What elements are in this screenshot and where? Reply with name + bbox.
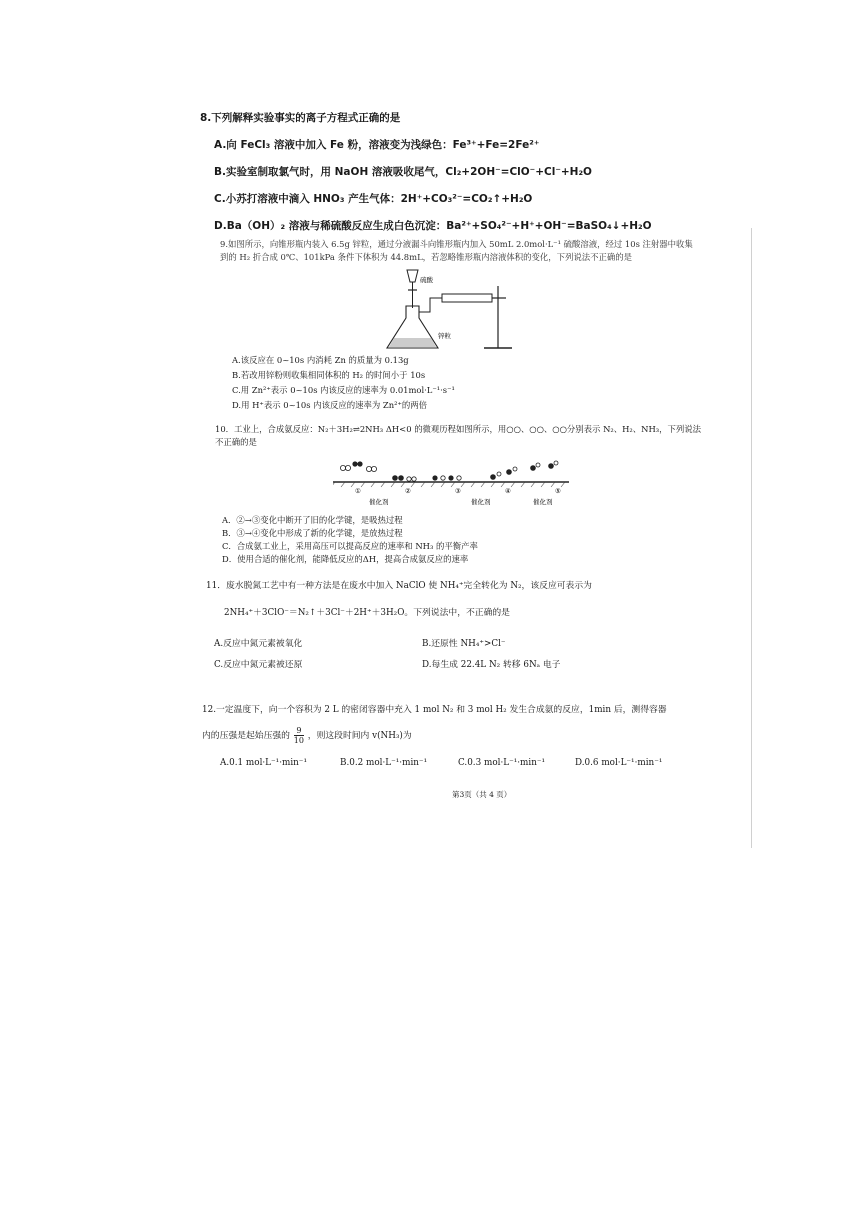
stage-label-5: ⑤ <box>555 487 561 495</box>
fraction-numerator: 9 <box>294 726 304 736</box>
question-9-option-d: D.用 H⁺表示 0~10s 内该反应的速率为 Zn²⁺的两倍 <box>232 400 427 410</box>
question-10-option-d: D．使用合适的催化剂，能降低反应的ΔH，提高合成氨反应的速率 <box>222 554 469 564</box>
question-12 <box>202 702 732 768</box>
question-12-line2: 内的压强是起始压强的 $\frac{9}{10}$ ，则这段时间内 v(NH₃)为 <box>202 726 412 745</box>
question-8 <box>200 110 652 245</box>
question-8-option-b: B.实验室制取氯气时，用 NaOH 溶液吸收尾气，Cl₂+2OH⁻=ClO⁻+Cl⁻+H₂O <box>214 166 592 178</box>
question-12-option-b: B.0.2 mol·L⁻¹·min⁻¹ <box>340 758 428 768</box>
page-footer: 第3页（共 4 页） <box>452 790 512 799</box>
catalyst-label-1: 催化剂 <box>369 498 389 506</box>
question-10-options <box>222 514 478 566</box>
stage-label-4: ④ <box>505 487 511 495</box>
question-11-option-d: D.每生成 22.4L N₂ 转移 6Nₐ 电子 <box>422 660 561 670</box>
question-11-option-c: C.反应中氮元素被还原 <box>214 660 303 670</box>
stage-label-1: ① <box>355 487 361 495</box>
stage-label-3: ③ <box>455 487 461 495</box>
question-8-option-d: D.Ba（OH）₂ 溶液与稀硫酸反应生成白色沉淀：Ba²⁺+SO₄²⁻+H⁺+OH⁻=BaSO₄↓+H₂O <box>214 220 652 232</box>
ammonia-synthesis-diagram <box>333 460 573 508</box>
question-11 <box>206 578 592 670</box>
question-9-option-b: B.若改用锌粉则收集相同体积的 H₂ 的时间小于 10s <box>232 370 426 380</box>
catalyst-label-3: 催化剂 <box>533 498 553 506</box>
question-11-equation: 2NH₄⁺＋3ClO⁻＝N₂↑＋3Cl⁻＋2H⁺＋3H₂O。下列说法中，不正确的是 <box>224 608 510 618</box>
question-8-stem: 8.下列解释实验事实的离子方程式正确的是 <box>200 112 401 124</box>
stage-label-2: ② <box>405 487 411 495</box>
label-zinc: 锌粒 <box>438 332 451 340</box>
question-11-stem: 11．废水脱氮工艺中有一种方法是在废水中加入 NaClO 使 NH₄⁺完全转化为 N₂，该反应可表示为 <box>206 581 592 591</box>
question-11-option-b: B.还原性 NH₄⁺>Cl⁻ <box>422 639 506 649</box>
question-8-option-a: A.向 FeCl₃ 溶液中加入 Fe 粉，溶液变为浅绿色：Fe³⁺+Fe=2Fe²⁺ <box>214 139 540 151</box>
question-9-stem: 9.如图所示，向锥形瓶内装入 6.5g 锌粒，通过分液漏斗向锥形瓶内加入 50mL 2.0mol·L⁻¹ 硫酸溶液，经过 10s 注射器中收集到的 H₂ 折合成 0℃、101kPa 条件下体积为 44.8mL，若忽略锥形瓶内溶液体积的变化，下列说法不正确的是 <box>220 239 693 262</box>
question-10-option-b: B．③→④变化中形成了新的化学键，是放热过程 <box>222 528 403 538</box>
catalyst-label-2: 催化剂 <box>471 498 491 506</box>
question-8-option-c: C.小苏打溶液中滴入 HNO₃ 产生气体：2H⁺+CO₃²⁻=CO₂↑+H₂O <box>214 193 533 205</box>
question-12-option-c: C.0.3 mol·L⁻¹·min⁻¹ <box>458 758 546 768</box>
question-10-option-c: C．合成氨工业上，采用高压可以提高反应的速率和 NH₃ 的平衡产率 <box>222 541 478 551</box>
question-12-option-d: D.0.6 mol·L⁻¹·min⁻¹ <box>575 758 663 768</box>
pressure-ratio-fraction <box>294 726 304 745</box>
flask-syringe-apparatus <box>380 268 520 354</box>
scan-edge-line <box>751 228 752 848</box>
question-10-option-a: A．②→③变化中断开了旧的化学键，是吸热过程 <box>222 515 403 525</box>
fraction-denominator: 10 <box>293 736 304 745</box>
question-11-option-a: A.反应中氮元素被氧化 <box>214 639 303 649</box>
question-12-option-a: A.0.1 mol·L⁻¹·min⁻¹ <box>220 758 307 768</box>
question-9-option-a: A.该反应在 0~10s 内消耗 Zn 的质量为 0.13g <box>232 355 409 365</box>
question-9-option-c: C.用 Zn²⁺表示 0~10s 内该反应的速率为 0.01mol·L⁻¹·s⁻¹ <box>232 385 455 395</box>
question-9-options <box>232 354 455 414</box>
question-10-stem: 10．工业上，合成氨反应：N₂＋3H₂⇌2NH₃ ΔH<0 的微观历程如图所示，用○○、○○、○○分别表示 N₂、H₂、NH₃，下列说法不正确的是 <box>215 424 702 447</box>
label-sulfuric-acid: 硫酸 <box>420 276 433 284</box>
question-12-stem: 12.一定温度下，向一个容积为 2 L 的密闭容器中充入 1 mol N₂ 和 3 mol H₂ 发生合成氨的反应，1min 后，测得容器 <box>202 705 667 715</box>
